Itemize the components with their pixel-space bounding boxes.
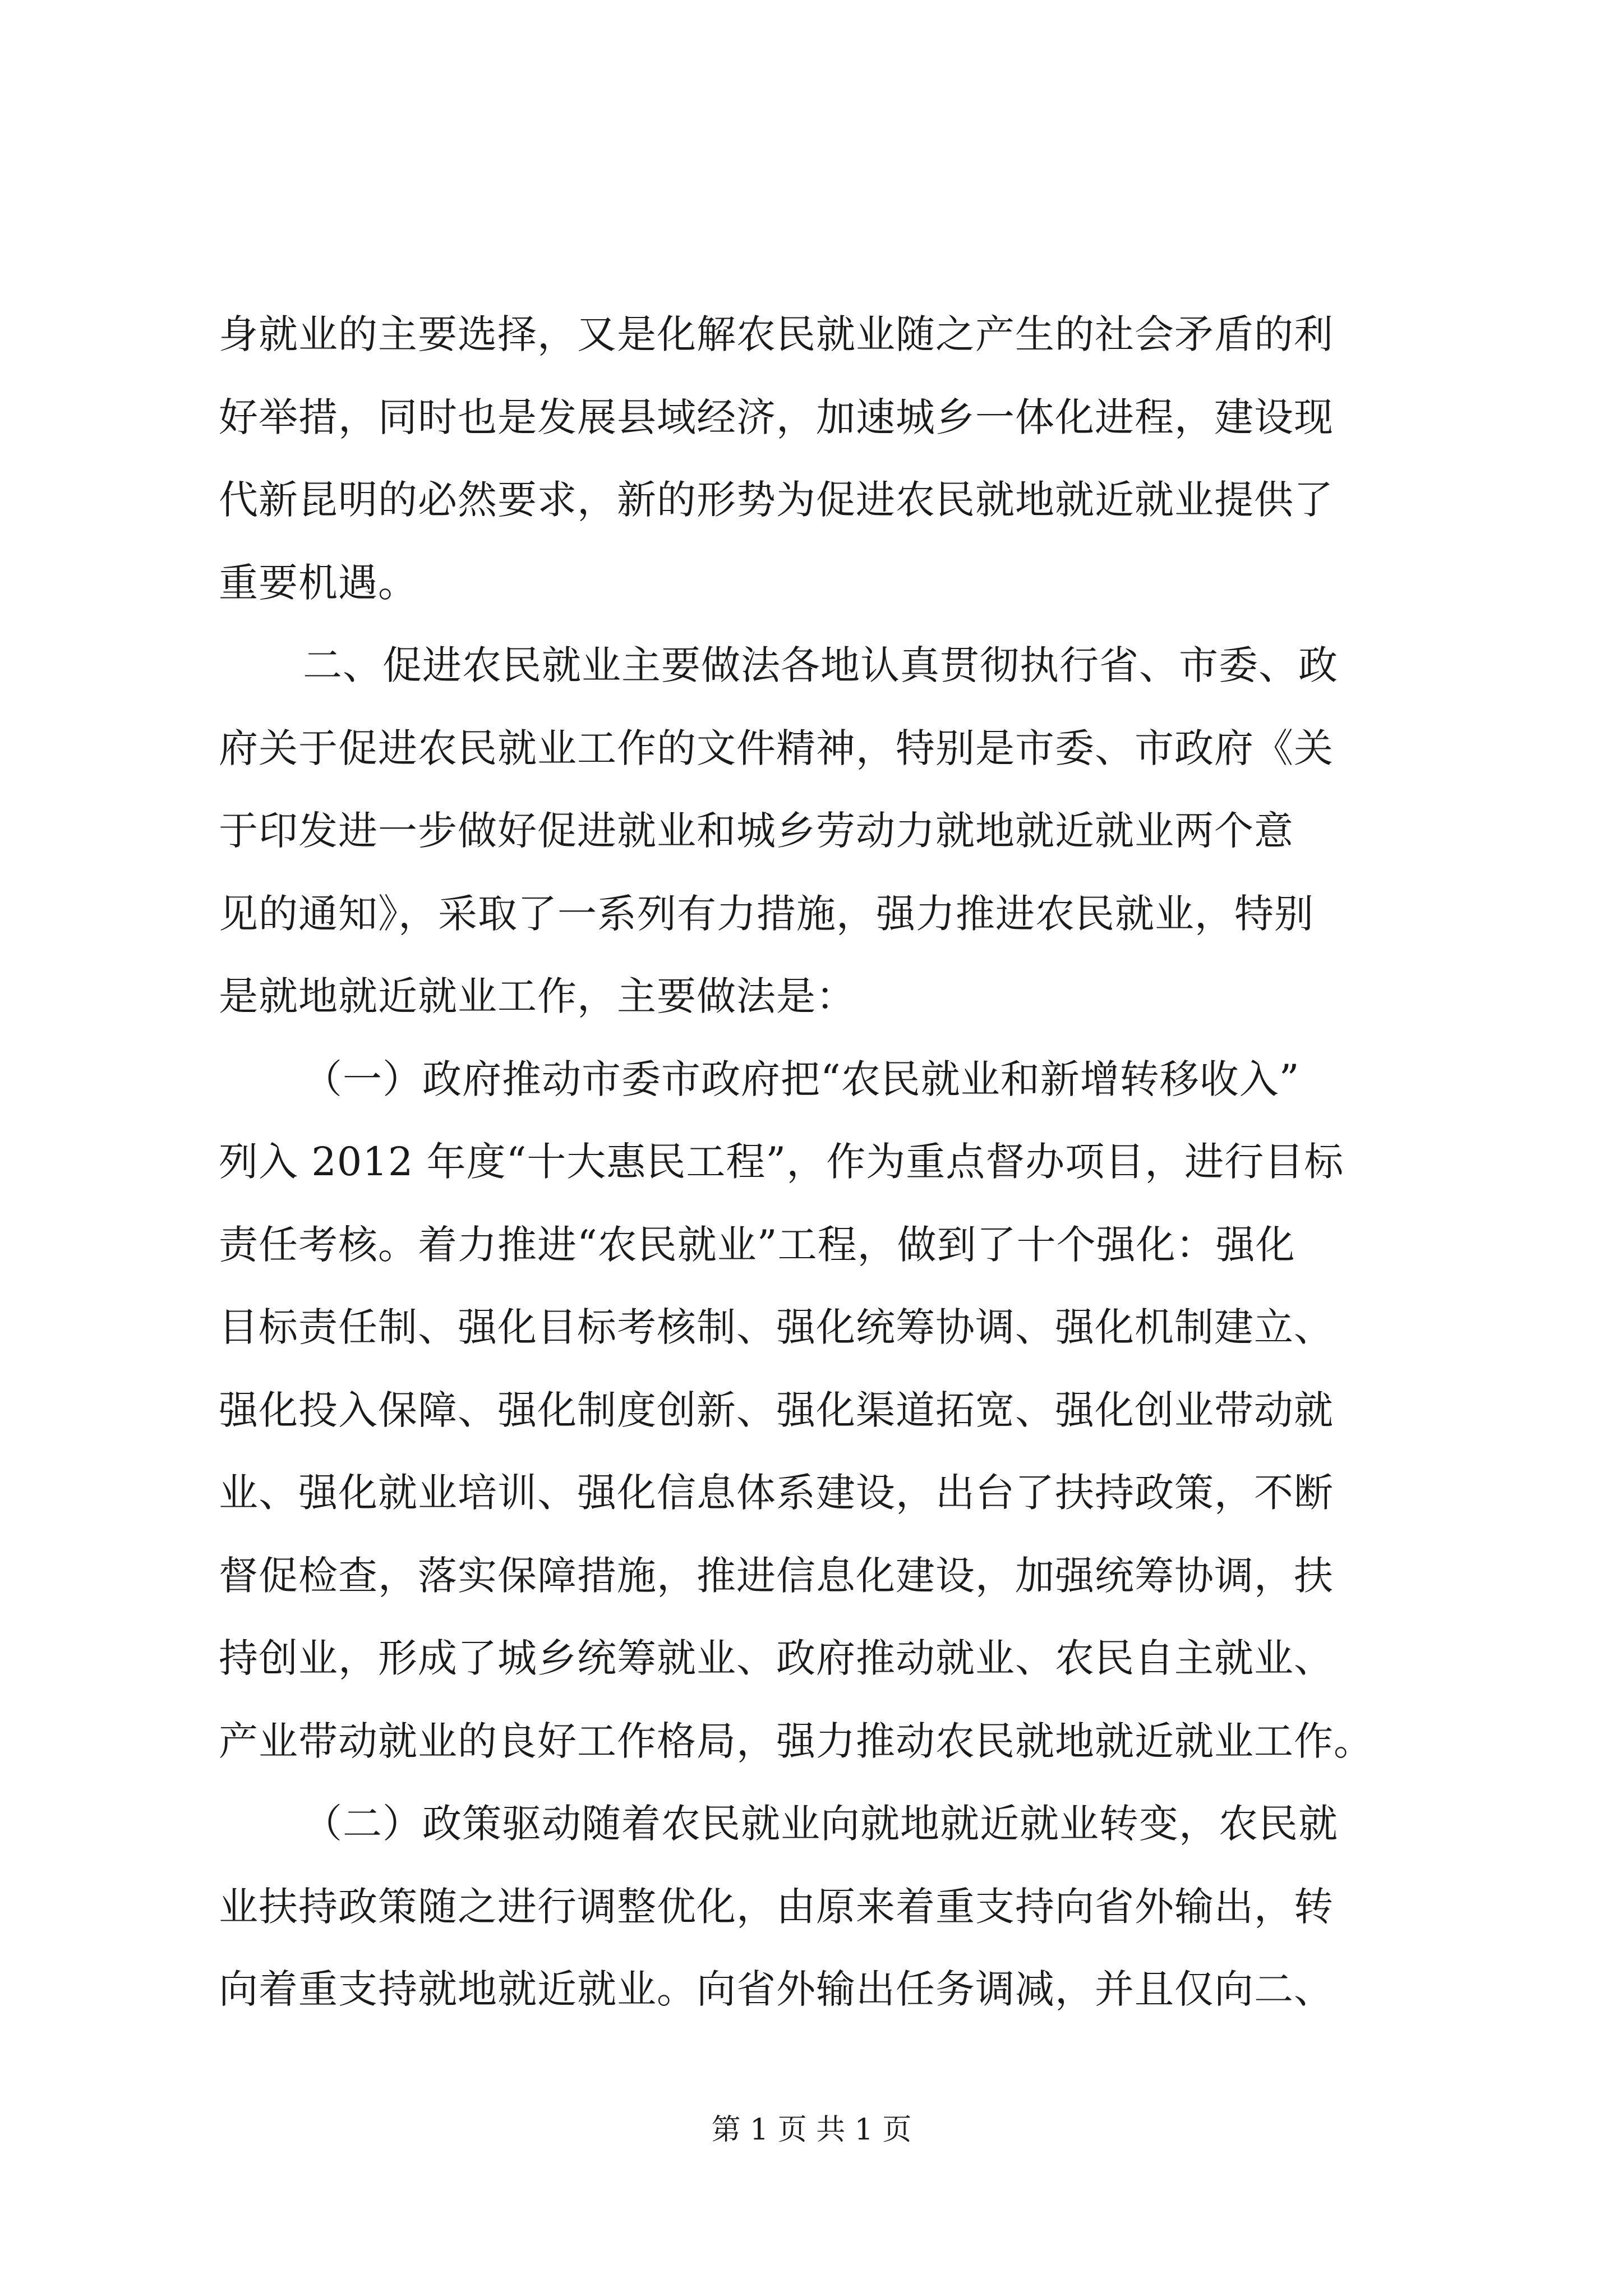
- text-line-8: 见的通知》，采取了一系列有力措施，强力推进农民就业，特别: [219, 891, 1314, 937]
- text-line-21: 向着重支持就地就近就业。向省外输出任务调减，并且仅向二、: [219, 1966, 1334, 2012]
- subsection-heading-1: （一）政府推动市委市政府把“农民就业和新增转移收入”: [303, 1056, 1300, 1102]
- text-line-17: 持创业，形成了城乡统筹就业、政府推动就业、农民自主就业、: [219, 1635, 1334, 1681]
- text-line-1: 身就业的主要选择，又是化解农民就业随之产生的社会矛盾的利: [219, 311, 1334, 357]
- text-line-2: 好举措，同时也是发展县域经济，加速城乡一体化进程，建设现: [219, 394, 1334, 440]
- subsection-heading-2: （二）政策驱动随着农民就业向就地就近就业转变，农民就: [303, 1801, 1338, 1847]
- text-line-6: 府关于促进农民就业工作的文件精神，特别是市委、市政府《关: [219, 725, 1334, 771]
- text-line-16: 督促检查，落实保障措施，推进信息化建设，加强统筹协调，扶: [219, 1553, 1334, 1599]
- text-line-14: 强化投入保障、强化制度创新、强化渠道拓宽、强化创业带动就: [219, 1387, 1334, 1433]
- text-line-13: 目标责任制、强化目标考核制、强化统筹协调、强化机制建立、: [219, 1304, 1334, 1350]
- text-line-7: 于印发进一步做好促进就业和城乡劳动力就地就近就业两个意: [219, 808, 1294, 854]
- page-footer: 第 1 页 共 1 页: [711, 2113, 912, 2147]
- text-line-12: 责任考核。着力推进“农民就业”工程，做到了十个强化：强化: [219, 1222, 1295, 1268]
- text-line-20: 业扶持政策随之进行调整优化，由原来着重支持向省外输出，转: [219, 1884, 1334, 1930]
- text-line-11: 列入 2012 年度“十大惠民工程”，作为重点督办项目，进行目标: [219, 1139, 1344, 1185]
- section-heading-2: 二、促进农民就业主要做法各地认真贯彻执行省、市委、政: [303, 642, 1338, 688]
- text-line-18: 产业带动就业的良好工作格局，强力推动农民就地就近就业工作。: [219, 1718, 1373, 1764]
- text-line-4: 重要机遇。: [219, 560, 418, 606]
- text-line-3: 代新昆明的必然要求，新的形势为促进农民就地就近就业提供了: [219, 477, 1334, 523]
- text-line-15: 业、强化就业培训、强化信息体系建设，出台了扶持政策，不断: [219, 1470, 1334, 1516]
- text-line-9: 是就地就近就业工作，主要做法是：: [219, 973, 856, 1019]
